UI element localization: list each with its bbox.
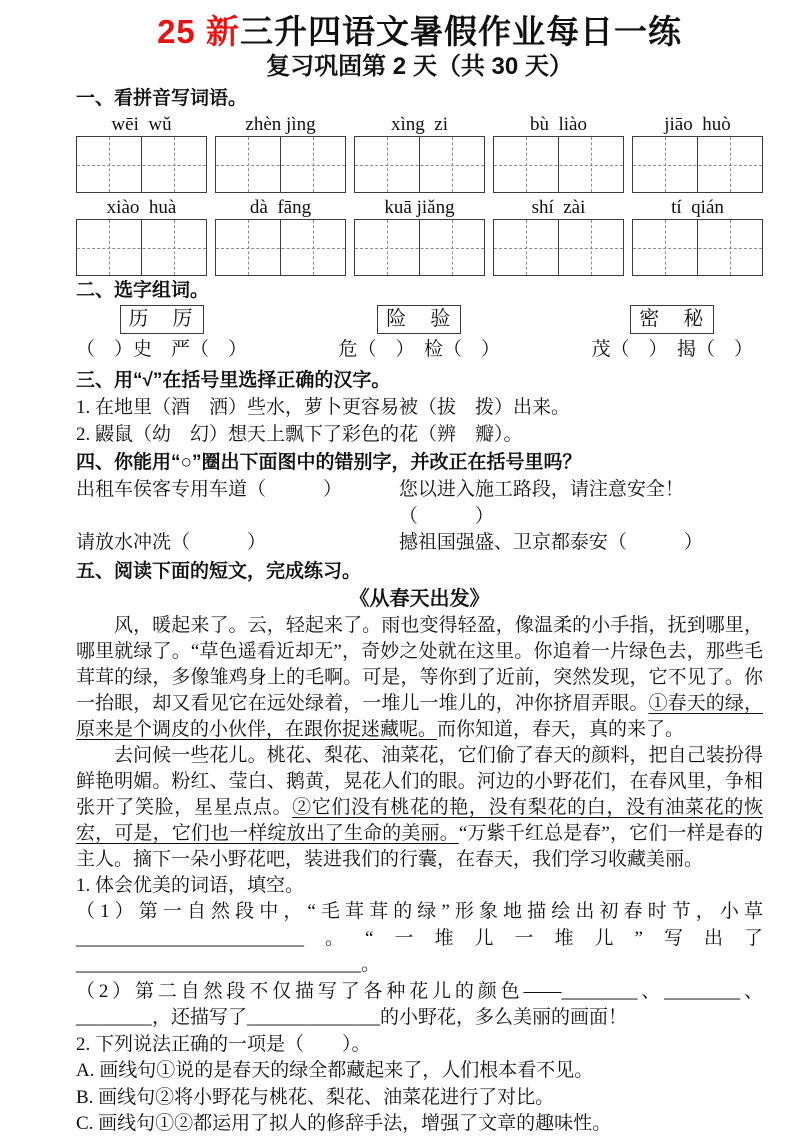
section3-heading: 三、用“√”在括号里选择正确的汉字。 [76, 370, 391, 392]
sign-phrase-left: 请放水冲冼（ ） [76, 532, 267, 554]
char-choice-group [591, 305, 753, 364]
writing-grid [215, 136, 346, 193]
char-choice-group [76, 305, 247, 364]
page-title-highlight: 25 新 [157, 13, 240, 50]
passage-paragraph [76, 613, 763, 743]
dashed-guide-horizontal [633, 248, 762, 249]
section-choose-characters [76, 279, 763, 364]
underlined-sentence: ②它们没有桃花的艳，没有梨花的白，没有油菜花的恢宏，可是，它们也一样绽放出了生命的美丽。 [76, 796, 763, 844]
sign-phrase-right: 撼祖国强盛、卫京都泰安（ ） [398, 532, 703, 554]
char-choice-group [338, 305, 500, 364]
dashed-guide-horizontal [494, 165, 623, 166]
tick-item: 1. 在地里（酒 洒）些水，萝卜更容易被（拔 拨）出来。 [76, 397, 571, 419]
writing-grid [493, 219, 624, 276]
passage-text: 风，暖起来了。云，轻起来了。雨也变得轻盈，像温柔的小手指，抚到哪里，哪里就绿了。“草色遥看近却无”，奇妙之处就在这里。你追着一片绿色去，那些毛茸茸的绿，多像雏鸡身上的毛啊。可是，等你到了近前，突然发现，它不见了。你一抬眼，却又看见它在远处绿着，一堆儿一堆儿的，冲你挤眉弄眼。 [76, 614, 763, 714]
passage-title: 《从春天出发》 [349, 587, 490, 610]
section-pinyin-words [76, 87, 763, 276]
pinyin-word-group [632, 196, 763, 276]
dashed-guide-horizontal [355, 165, 484, 166]
sign-phrase-left: 出租车侯客专用车道（ ） [76, 479, 343, 501]
section2-heading: 二、选字组词。 [76, 280, 210, 302]
dashed-guide-horizontal [77, 248, 206, 249]
pinyin-word-group [354, 113, 485, 193]
dashed-guide-horizontal [355, 248, 484, 249]
char-choice-row [76, 305, 753, 364]
pinyin-label: dà fāng [249, 197, 312, 219]
dashed-guide-horizontal [216, 248, 345, 249]
pinyin-word-group [76, 113, 207, 193]
section5-heading: 五、阅读下面的短文，完成练习。 [76, 560, 362, 582]
page-subtitle: 复习巩固第 2 天（共 30 天） [266, 53, 573, 81]
writing-grid [632, 219, 763, 276]
passage-body [76, 613, 763, 873]
pinyin-label: kuā jiǎng [384, 197, 455, 219]
writing-grid [215, 219, 346, 276]
underlined-sentence: ①春天的绿，原来是个调皮的小伙伴，在跟你捉迷藏呢。 [76, 692, 763, 740]
tick-item: 2. 鼹鼠（幼 幻）想天上飘下了彩色的花（辨 瓣）。 [76, 423, 523, 445]
pinyin-row-1 [76, 113, 763, 193]
char-choice-box: 险 验 [377, 305, 461, 334]
passage-text: “万紫千红总是春”，它们一样是春的主人。摘下一朵小野花吧，装进我们的行囊，在春天，我们学习收藏美丽。 [76, 822, 763, 870]
writing-grid [354, 219, 485, 276]
writing-grid [354, 136, 485, 193]
writing-grid [632, 136, 763, 193]
word-blank-line: （ ）史 严（ ） [76, 339, 248, 361]
pinyin-label: xiào huà [106, 197, 177, 219]
pinyin-label: shí zài [531, 197, 586, 219]
word-blank-line: 茂（ ） 揭（ ） [591, 339, 753, 361]
word-blank-line: 危（ ） 检（ ） [338, 339, 500, 361]
pinyin-label: xìng zi [391, 114, 448, 136]
tick-items [76, 395, 763, 448]
pinyin-word-group [493, 113, 624, 193]
question-line: （1）第一自然段中，“毛茸茸的绿”形象地描绘出初春时节，小草________________________。“一堆儿一堆儿”写出了______________________________。 [76, 901, 763, 976]
section-reading [76, 560, 763, 1138]
page-title-rest: 三升四语文暑假作业每日一练 [239, 13, 682, 50]
sign-phrase-right: 您以进入施工路段，请注意安全！（ ） [398, 479, 684, 527]
passage-text: 而你知道，春天，真的来了。 [437, 718, 685, 740]
question-line: 2. 下列说法正确的一项是（ ）。 [76, 1033, 371, 1055]
char-choice-box: 历 厉 [120, 305, 204, 334]
pinyin-word-group [632, 113, 763, 193]
writing-grid [76, 219, 207, 276]
pinyin-label: jiāo huò [664, 114, 731, 136]
question-line: 1. 体会优美的词语，填空。 [76, 874, 305, 896]
question-list [76, 873, 763, 1138]
pinyin-label: wēi wǔ [111, 114, 172, 136]
dashed-guide-horizontal [216, 165, 345, 166]
section4-heading: 四、你能用“○”圈出下面图中的错别字，并改正在括号里吗？ [76, 452, 582, 474]
pinyin-word-group [215, 113, 346, 193]
sign-phrase-row [76, 477, 763, 530]
question-line: B. 画线句②将小野花与桃花、梨花、油菜花进行了对比。 [76, 1086, 555, 1108]
pinyin-row-2 [76, 196, 763, 276]
pinyin-word-group [354, 196, 485, 276]
page-title [76, 12, 763, 52]
sign-phrase-row [76, 530, 763, 557]
question-line: （2）第二自然段不仅描写了各种花儿的颜色——________、________、________，还描写了______________的小野花，多么美丽的画面！ [76, 980, 763, 1029]
section-circle-wrong-character [76, 451, 763, 557]
pinyin-word-group [215, 196, 346, 276]
section-tick-correct-character [76, 369, 763, 448]
writing-grid [493, 136, 624, 193]
char-choice-box: 密 秘 [630, 305, 714, 334]
question-line: A. 画线句①说的是春天的绿全都藏起来了，人们根本看不见。 [76, 1060, 594, 1082]
passage-paragraph [76, 743, 763, 873]
pinyin-label: zhèn jìng [245, 114, 316, 136]
dashed-guide-horizontal [494, 248, 623, 249]
dashed-guide-horizontal [77, 165, 206, 166]
dashed-guide-horizontal [633, 165, 762, 166]
question-line: C. 画线句①②都运用了拟人的修辞手法，增强了文章的趣味性。 [76, 1113, 612, 1135]
sign-phrase-rows [76, 477, 763, 557]
pinyin-label: bù liào [530, 114, 587, 136]
writing-grid [76, 136, 207, 193]
section1-heading: 一、看拼音写词语。 [76, 88, 248, 110]
pinyin-label: tí qián [671, 197, 724, 219]
passage-text: 去问候一些花儿。桃花、梨花、油菜花，它们偷了春天的颜料，把自己装扮得鲜艳明媚。粉红、莹白、鹅黄，晃花人们的眼。河边的小野花们，在春风里，争相张开了笑脸，星星点点。 [76, 744, 763, 818]
pinyin-word-group [76, 196, 207, 276]
pinyin-word-group [493, 196, 624, 276]
